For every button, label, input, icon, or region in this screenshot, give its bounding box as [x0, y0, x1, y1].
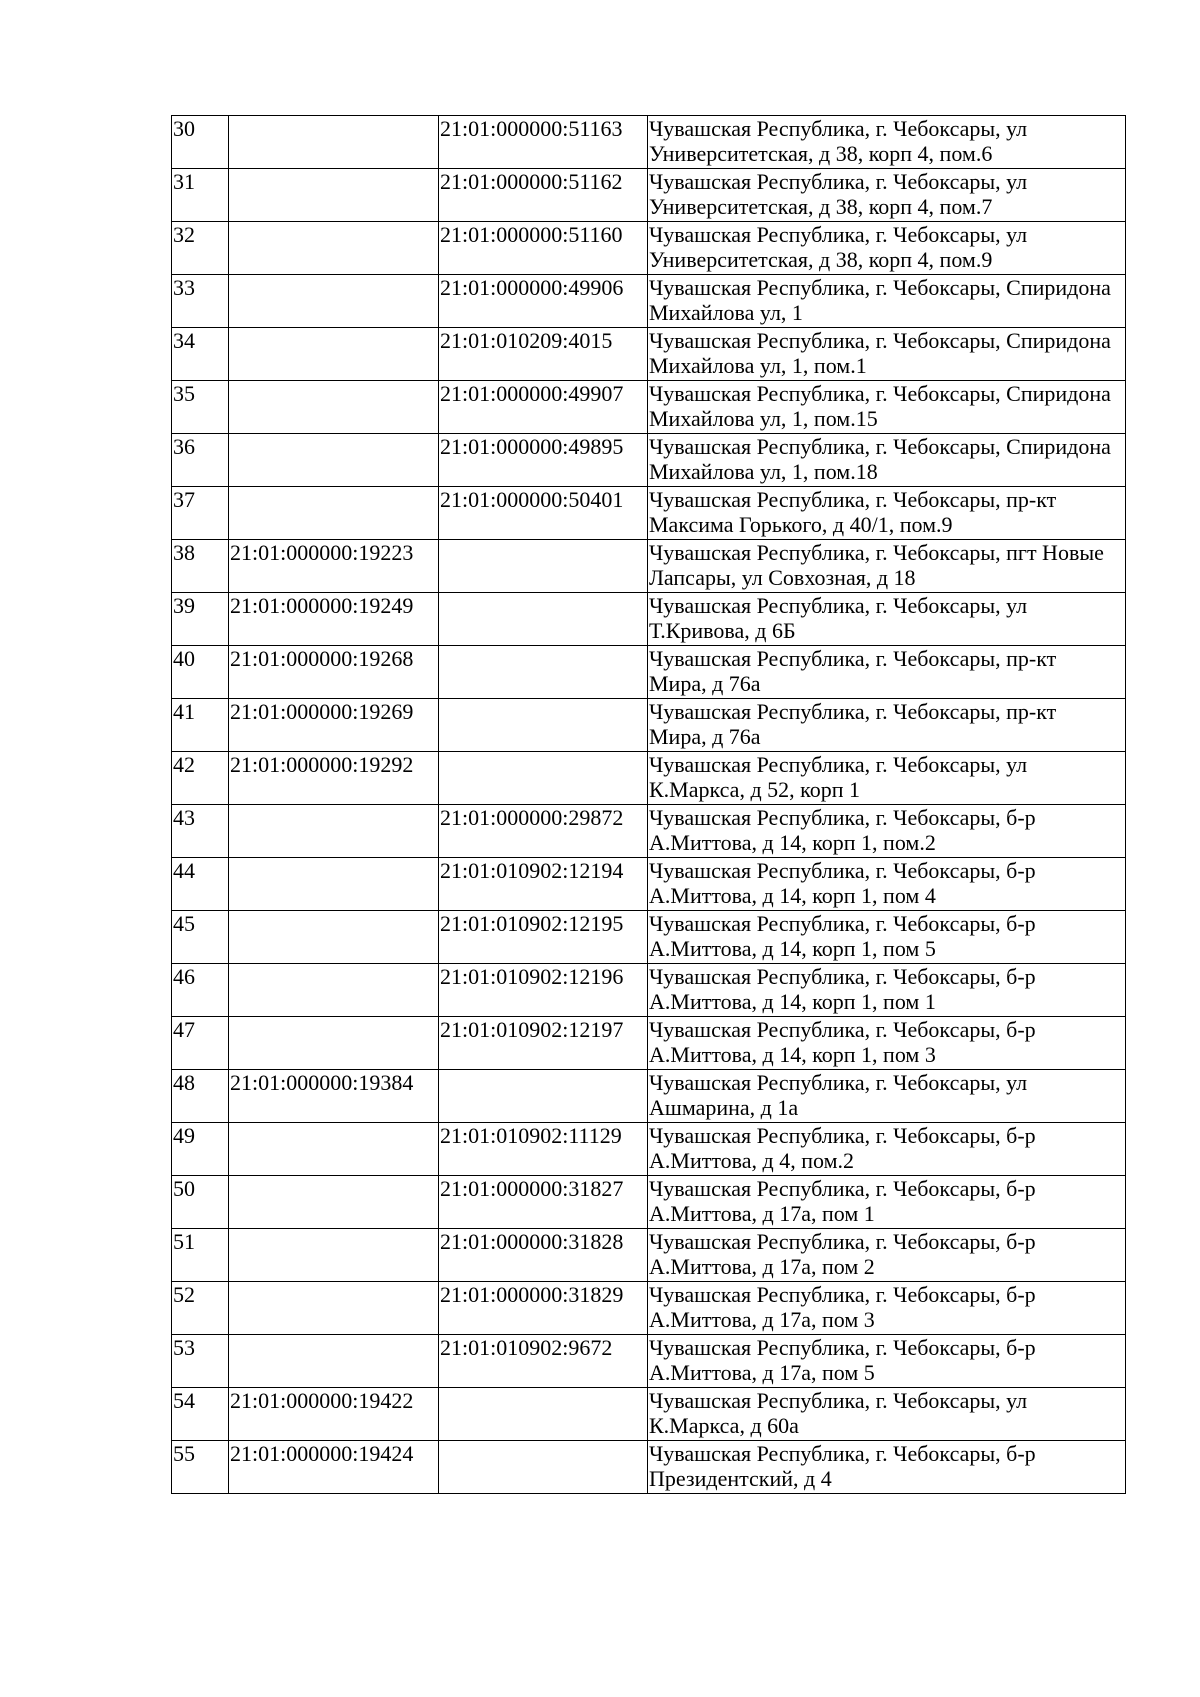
address-cell: Чувашская Республика, г. Чебоксары, б-р А.Миттова, д 17а, пом 5 — [648, 1335, 1126, 1388]
table-row — [172, 1388, 1126, 1441]
address-cell: Чувашская Республика, г. Чебоксары, ул К.Маркса, д 60а — [648, 1388, 1126, 1441]
building-cadastral-number — [439, 699, 648, 752]
row-number: 49 — [172, 1123, 229, 1176]
building-cadastral-number: 21:01:000000:29872 — [439, 805, 648, 858]
land-cadastral-number — [229, 116, 439, 169]
land-cadastral-number — [229, 1282, 439, 1335]
land-cadastral-number — [229, 328, 439, 381]
row-number: 50 — [172, 1176, 229, 1229]
land-cadastral-number — [229, 1335, 439, 1388]
row-number: 37 — [172, 487, 229, 540]
building-cadastral-number: 21:01:000000:51162 — [439, 169, 648, 222]
row-number: 34 — [172, 328, 229, 381]
table-row — [172, 1017, 1126, 1070]
row-number: 41 — [172, 699, 229, 752]
address-cell: Чувашская Республика, г. Чебоксары, ул Университетская, д 38, корп 4, пом.9 — [648, 222, 1126, 275]
land-cadastral-number — [229, 487, 439, 540]
building-cadastral-number — [439, 1070, 648, 1123]
row-number: 54 — [172, 1388, 229, 1441]
building-cadastral-number: 21:01:010902:12197 — [439, 1017, 648, 1070]
table-row — [172, 646, 1126, 699]
building-cadastral-number: 21:01:000000:49907 — [439, 381, 648, 434]
address-cell: Чувашская Республика, г. Чебоксары, пгт Новые Лапсары, ул Совхозная, д 18 — [648, 540, 1126, 593]
registry-table-body — [172, 116, 1126, 1494]
row-number: 42 — [172, 752, 229, 805]
address-cell: Чувашская Республика, г. Чебоксары, б-р А.Миттова, д 14, корп 1, пом 3 — [648, 1017, 1126, 1070]
land-cadastral-number — [229, 964, 439, 1017]
address-cell: Чувашская Республика, г. Чебоксары, б-р А.Миттова, д 14, корп 1, пом 5 — [648, 911, 1126, 964]
row-number: 45 — [172, 911, 229, 964]
table-row — [172, 699, 1126, 752]
address-cell: Чувашская Республика, г. Чебоксары, б-р А.Миттова, д 17а, пом 2 — [648, 1229, 1126, 1282]
land-cadastral-number — [229, 805, 439, 858]
address-cell: Чувашская Республика, г. Чебоксары, пр-кт Мира, д 76а — [648, 646, 1126, 699]
table-row — [172, 1229, 1126, 1282]
land-cadastral-number: 21:01:000000:19223 — [229, 540, 439, 593]
table-row — [172, 328, 1126, 381]
building-cadastral-number: 21:01:010902:9672 — [439, 1335, 648, 1388]
land-cadastral-number — [229, 275, 439, 328]
building-cadastral-number: 21:01:000000:31827 — [439, 1176, 648, 1229]
row-number: 32 — [172, 222, 229, 275]
address-cell: Чувашская Республика, г. Чебоксары, ул К.Маркса, д 52, корп 1 — [648, 752, 1126, 805]
building-cadastral-number — [439, 1388, 648, 1441]
address-cell: Чувашская Республика, г. Чебоксары, б-р А.Миттова, д 14, корп 1, пом 1 — [648, 964, 1126, 1017]
land-cadastral-number — [229, 434, 439, 487]
row-number: 43 — [172, 805, 229, 858]
table-row — [172, 593, 1126, 646]
table-row — [172, 169, 1126, 222]
table-row — [172, 275, 1126, 328]
address-cell: Чувашская Республика, г. Чебоксары, пр-кт Максима Горького, д 40/1, пом.9 — [648, 487, 1126, 540]
table-row — [172, 116, 1126, 169]
row-number: 30 — [172, 116, 229, 169]
building-cadastral-number: 21:01:000000:51163 — [439, 116, 648, 169]
address-cell: Чувашская Республика, г. Чебоксары, Спиридона Михайлова ул, 1, пом.18 — [648, 434, 1126, 487]
address-cell: Чувашская Республика, г. Чебоксары, б-р А.Миттова, д 14, корп 1, пом.2 — [648, 805, 1126, 858]
building-cadastral-number: 21:01:010209:4015 — [439, 328, 648, 381]
address-cell: Чувашская Республика, г. Чебоксары, пр-кт Мира, д 76а — [648, 699, 1126, 752]
row-number: 38 — [172, 540, 229, 593]
table-row — [172, 1123, 1126, 1176]
land-cadastral-number: 21:01:000000:19249 — [229, 593, 439, 646]
address-cell: Чувашская Республика, г. Чебоксары, б-р А.Миттова, д 17а, пом 3 — [648, 1282, 1126, 1335]
address-cell: Чувашская Республика, г. Чебоксары, ул Университетская, д 38, корп 4, пом.7 — [648, 169, 1126, 222]
table-row — [172, 222, 1126, 275]
table-row — [172, 805, 1126, 858]
row-number: 39 — [172, 593, 229, 646]
building-cadastral-number: 21:01:000000:50401 — [439, 487, 648, 540]
land-cadastral-number: 21:01:000000:19424 — [229, 1441, 439, 1494]
land-cadastral-number: 21:01:000000:19269 — [229, 699, 439, 752]
land-cadastral-number — [229, 1123, 439, 1176]
table-row — [172, 1335, 1126, 1388]
row-number: 35 — [172, 381, 229, 434]
row-number: 47 — [172, 1017, 229, 1070]
building-cadastral-number — [439, 646, 648, 699]
land-cadastral-number — [229, 1017, 439, 1070]
row-number: 53 — [172, 1335, 229, 1388]
land-cadastral-number — [229, 911, 439, 964]
row-number: 46 — [172, 964, 229, 1017]
table-row — [172, 752, 1126, 805]
table-row — [172, 1070, 1126, 1123]
building-cadastral-number: 21:01:000000:31829 — [439, 1282, 648, 1335]
table-row — [172, 1441, 1126, 1494]
land-cadastral-number — [229, 1229, 439, 1282]
table-row — [172, 487, 1126, 540]
address-cell: Чувашская Республика, г. Чебоксары, Спиридона Михайлова ул, 1 — [648, 275, 1126, 328]
address-cell: Чувашская Республика, г. Чебоксары, ул Т.Кривова, д 6Б — [648, 593, 1126, 646]
building-cadastral-number: 21:01:000000:31828 — [439, 1229, 648, 1282]
land-cadastral-number — [229, 169, 439, 222]
table-row — [172, 540, 1126, 593]
row-number: 36 — [172, 434, 229, 487]
building-cadastral-number — [439, 1441, 648, 1494]
row-number: 33 — [172, 275, 229, 328]
land-cadastral-number — [229, 858, 439, 911]
row-number: 31 — [172, 169, 229, 222]
building-cadastral-number: 21:01:000000:49906 — [439, 275, 648, 328]
table-row — [172, 1176, 1126, 1229]
table-row — [172, 1282, 1126, 1335]
address-cell: Чувашская Республика, г. Чебоксары, ул Ашмарина, д 1а — [648, 1070, 1126, 1123]
land-cadastral-number: 21:01:000000:19268 — [229, 646, 439, 699]
table-row — [172, 911, 1126, 964]
land-cadastral-number — [229, 1176, 439, 1229]
address-cell: Чувашская Республика, г. Чебоксары, Спиридона Михайлова ул, 1, пом.15 — [648, 381, 1126, 434]
building-cadastral-number — [439, 540, 648, 593]
land-cadastral-number: 21:01:000000:19292 — [229, 752, 439, 805]
table-row — [172, 381, 1126, 434]
address-cell: Чувашская Республика, г. Чебоксары, б-р А.Миттова, д 14, корп 1, пом 4 — [648, 858, 1126, 911]
building-cadastral-number — [439, 752, 648, 805]
row-number: 55 — [172, 1441, 229, 1494]
land-cadastral-number — [229, 222, 439, 275]
building-cadastral-number — [439, 593, 648, 646]
row-number: 48 — [172, 1070, 229, 1123]
building-cadastral-number: 21:01:010902:11129 — [439, 1123, 648, 1176]
table-row — [172, 858, 1126, 911]
table-row — [172, 434, 1126, 487]
land-cadastral-number — [229, 381, 439, 434]
address-cell: Чувашская Республика, г. Чебоксары, б-р А.Миттова, д 17а, пом 1 — [648, 1176, 1126, 1229]
row-number: 40 — [172, 646, 229, 699]
address-cell: Чувашская Республика, г. Чебоксары, Спиридона Михайлова ул, 1, пом.1 — [648, 328, 1126, 381]
address-cell: Чувашская Республика, г. Чебоксары, б-р Президентский, д 4 — [648, 1441, 1126, 1494]
address-cell: Чувашская Республика, г. Чебоксары, б-р А.Миттова, д 4, пом.2 — [648, 1123, 1126, 1176]
building-cadastral-number: 21:01:000000:49895 — [439, 434, 648, 487]
building-cadastral-number: 21:01:000000:51160 — [439, 222, 648, 275]
row-number: 51 — [172, 1229, 229, 1282]
address-cell: Чувашская Республика, г. Чебоксары, ул Университетская, д 38, корп 4, пом.6 — [648, 116, 1126, 169]
table-row — [172, 964, 1126, 1017]
row-number: 52 — [172, 1282, 229, 1335]
building-cadastral-number: 21:01:010902:12195 — [439, 911, 648, 964]
building-cadastral-number: 21:01:010902:12196 — [439, 964, 648, 1017]
building-cadastral-number: 21:01:010902:12194 — [439, 858, 648, 911]
land-cadastral-number: 21:01:000000:19384 — [229, 1070, 439, 1123]
property-registry-table — [171, 115, 1126, 1494]
land-cadastral-number: 21:01:000000:19422 — [229, 1388, 439, 1441]
row-number: 44 — [172, 858, 229, 911]
